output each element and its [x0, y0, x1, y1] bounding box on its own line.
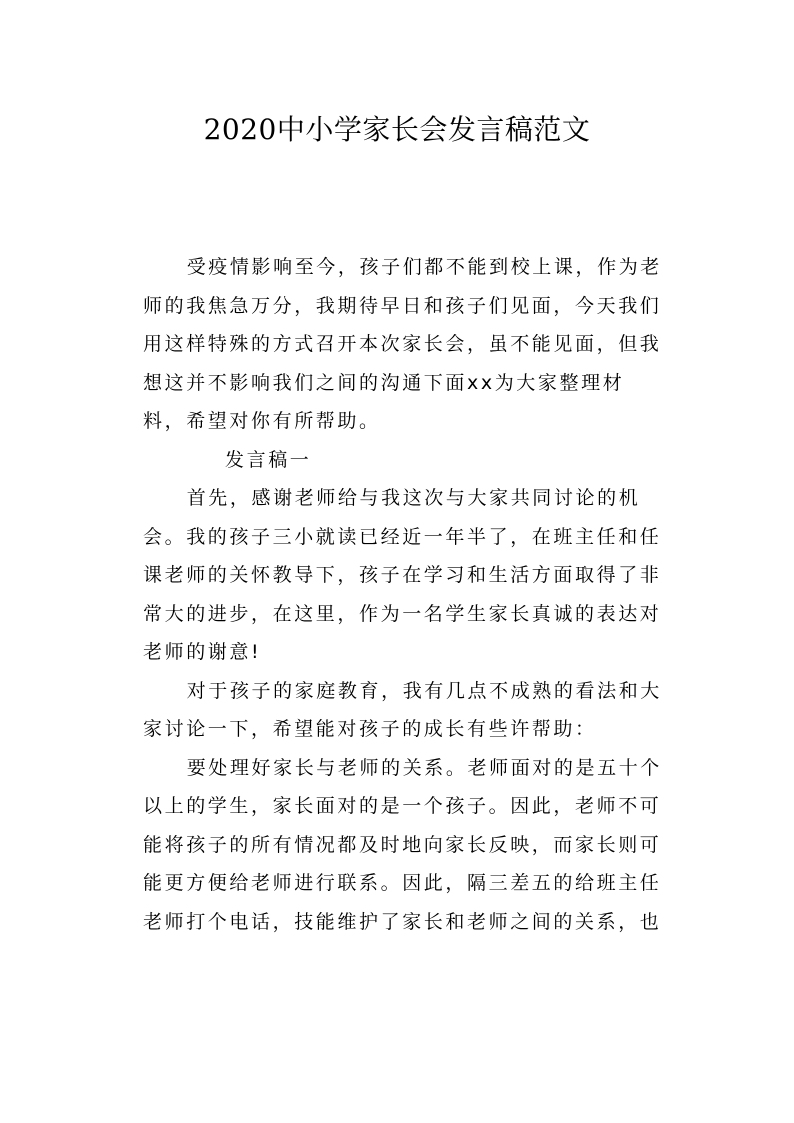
body-paragraph-3: 要处理好家长与老师的关系。老师面对的是五十个以上的学生，家长面对的是一个孩子。因此，老师不可能将孩子的所有情况都及时地向家长反映，而家长则可能更方便给老师进行联系。因此，隔三差五的给班主任老师打个电话，技能维护了家长和老师之间的关系，也 — [143, 756, 662, 933]
intro-paragraph: 受疫情影响至今，孩子们都不能到校上课，作为老师的我焦急万分，我期待早日和孩子们见面，今天我们用这样特殊的方式召开本次家长会，虽不能见面，但我想这并不影响我们之间的沟通下面xx为大家整理材料，希望对你有所帮助。 — [143, 256, 662, 432]
document-body — [143, 248, 663, 941]
body-paragraph-1: 首先，感谢老师给与我这次与大家共同讨论的机会。我的孩子三小就读已经近一年半了，在班主任和任课老师的关怀教导下，孩子在学习和生活方面取得了非常大的进步，在这里，作为一名学生家长真诚的表达对老师的谢意! — [143, 487, 662, 663]
section-heading: 发言稿一 — [225, 448, 312, 471]
document-title: 2020中小学家长会发言稿范文 — [203, 113, 591, 146]
body-paragraph-2: 对于孩子的家庭教育，我有几点不成熟的看法和大家讨论一下，希望能对孩子的成长有些许帮助： — [143, 679, 662, 740]
